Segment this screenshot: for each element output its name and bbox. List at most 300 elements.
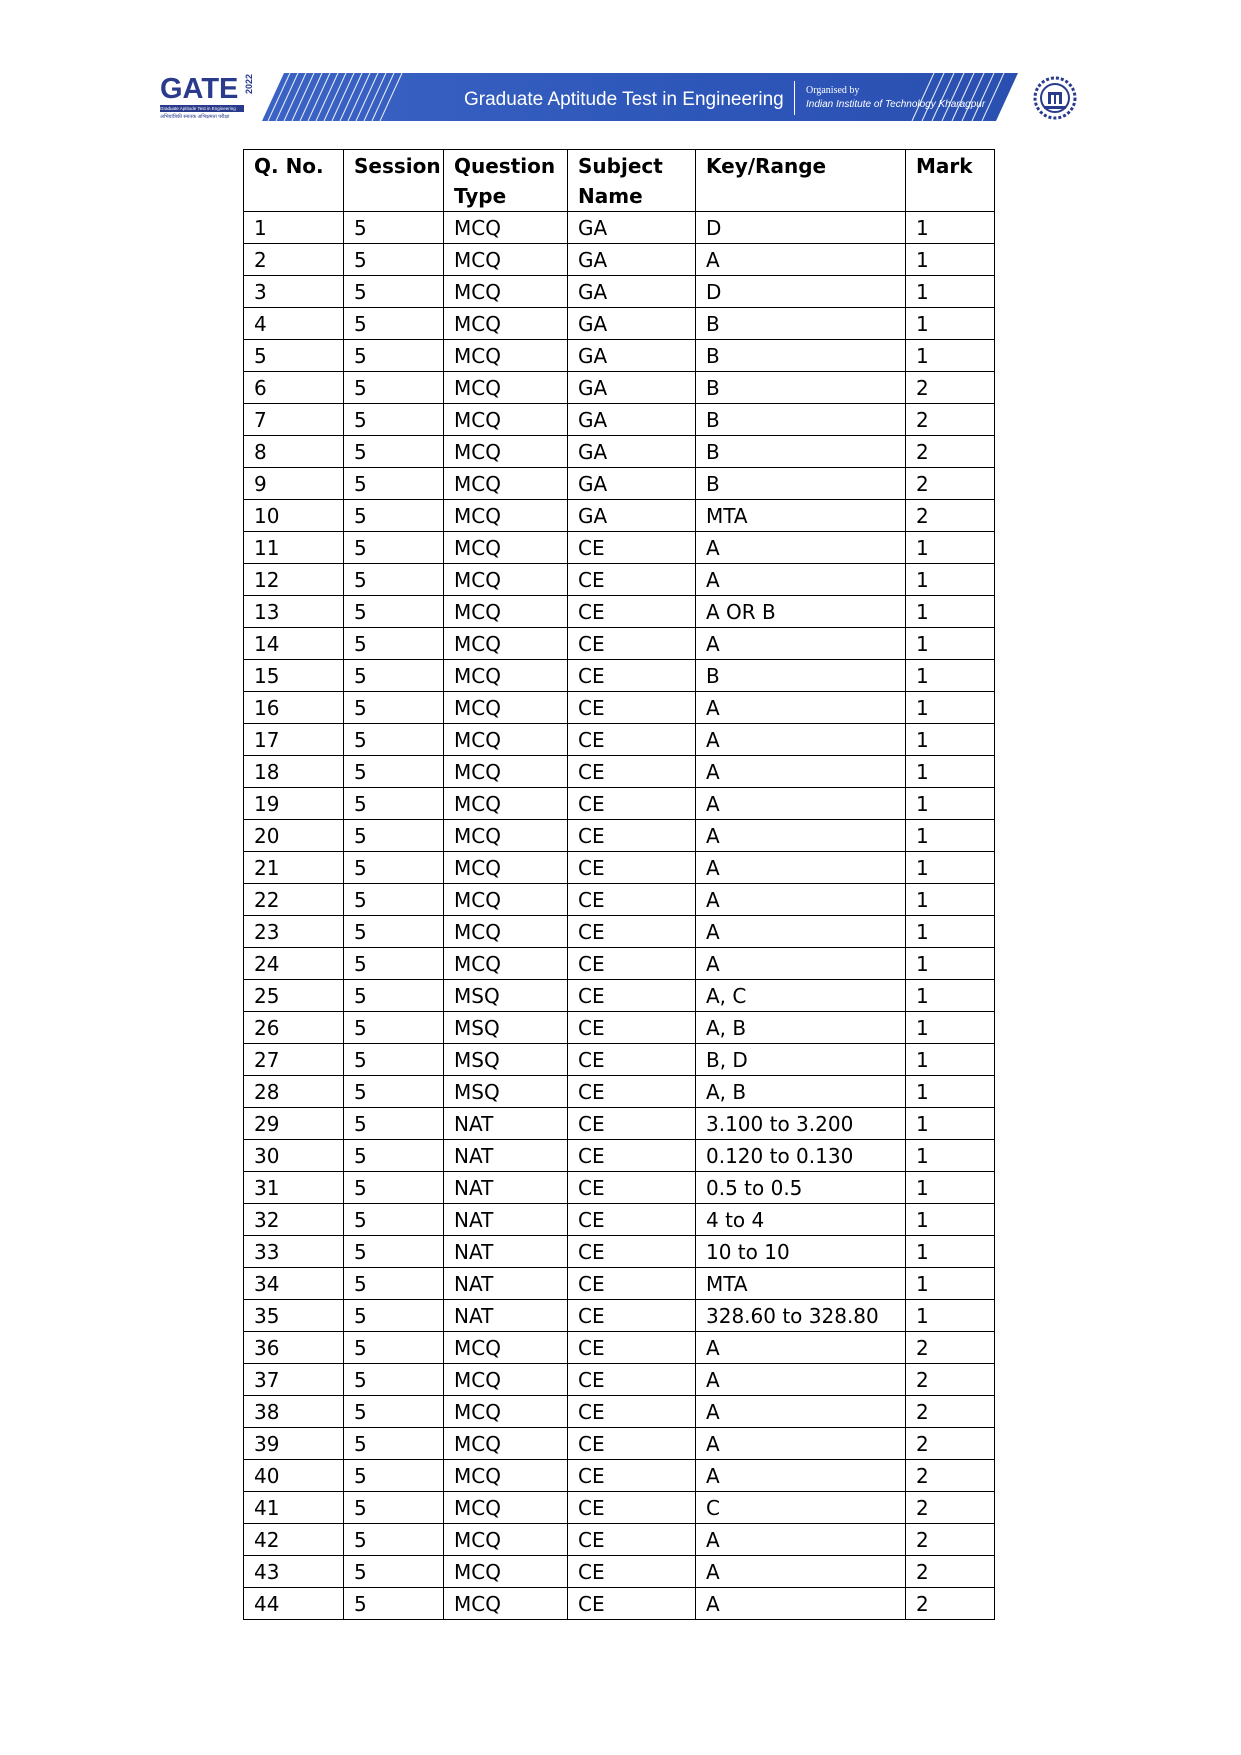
cell-qno: 3 [244, 276, 344, 308]
cell-session: 5 [344, 1204, 444, 1236]
cell-subject: GA [568, 372, 696, 404]
cell-mark: 2 [906, 1428, 995, 1460]
table-row [244, 1204, 995, 1236]
table-row [244, 1172, 995, 1204]
cell-mark: 2 [906, 1460, 995, 1492]
cell-key-range: A [696, 244, 906, 276]
cell-subject: CE [568, 660, 696, 692]
header-qno: Q. No. [244, 150, 344, 212]
table-row [244, 468, 995, 500]
cell-qno: 21 [244, 852, 344, 884]
cell-subject: CE [568, 820, 696, 852]
cell-subject: CE [568, 948, 696, 980]
cell-key-range: A [696, 532, 906, 564]
cell-subject: GA [568, 500, 696, 532]
table-row [244, 820, 995, 852]
cell-question-type: MCQ [444, 468, 568, 500]
table-row [244, 1364, 995, 1396]
cell-qno: 9 [244, 468, 344, 500]
cell-key-range: B [696, 660, 906, 692]
cell-subject: GA [568, 212, 696, 244]
cell-subject: GA [568, 468, 696, 500]
cell-key-range: A, C [696, 980, 906, 1012]
cell-question-type: MCQ [444, 1556, 568, 1588]
cell-question-type: MCQ [444, 340, 568, 372]
cell-session: 5 [344, 468, 444, 500]
table-row [244, 692, 995, 724]
cell-subject: GA [568, 340, 696, 372]
header-mark: Mark [906, 150, 995, 212]
cell-qno: 6 [244, 372, 344, 404]
cell-question-type: MCQ [444, 1364, 568, 1396]
cell-question-type: MCQ [444, 660, 568, 692]
cell-session: 5 [344, 1556, 444, 1588]
cell-key-range: A [696, 1524, 906, 1556]
cell-subject: CE [568, 1076, 696, 1108]
cell-question-type: MCQ [444, 1524, 568, 1556]
cell-mark: 1 [906, 884, 995, 916]
cell-subject: CE [568, 1524, 696, 1556]
cell-mark: 1 [906, 532, 995, 564]
cell-session: 5 [344, 820, 444, 852]
cell-mark: 1 [906, 1172, 995, 1204]
cell-qno: 41 [244, 1492, 344, 1524]
cell-subject: CE [568, 596, 696, 628]
gate-logo [160, 74, 252, 122]
cell-subject: CE [568, 532, 696, 564]
cell-key-range: B [696, 436, 906, 468]
cell-subject: CE [568, 724, 696, 756]
cell-key-range: A [696, 756, 906, 788]
cell-session: 5 [344, 212, 444, 244]
cell-qno: 35 [244, 1300, 344, 1332]
cell-session: 5 [344, 1460, 444, 1492]
cell-mark: 2 [906, 436, 995, 468]
cell-question-type: MCQ [444, 820, 568, 852]
table-row [244, 660, 995, 692]
cell-question-type: MCQ [444, 596, 568, 628]
cell-subject: CE [568, 1396, 696, 1428]
cell-qno: 28 [244, 1076, 344, 1108]
cell-question-type: MCQ [444, 532, 568, 564]
table-row [244, 916, 995, 948]
cell-question-type: MSQ [444, 980, 568, 1012]
cell-mark: 1 [906, 692, 995, 724]
cell-subject: CE [568, 756, 696, 788]
cell-mark: 1 [906, 1076, 995, 1108]
cell-session: 5 [344, 916, 444, 948]
cell-question-type: NAT [444, 1204, 568, 1236]
gate-logo-word: GATE [160, 73, 239, 105]
cell-question-type: NAT [444, 1268, 568, 1300]
cell-question-type: MCQ [444, 372, 568, 404]
cell-subject: CE [568, 1428, 696, 1460]
cell-question-type: MCQ [444, 1588, 568, 1620]
table-row [244, 1012, 995, 1044]
table-row [244, 1396, 995, 1428]
cell-question-type: MCQ [444, 788, 568, 820]
cell-question-type: MCQ [444, 500, 568, 532]
table-row [244, 1300, 995, 1332]
cell-mark: 2 [906, 1524, 995, 1556]
cell-session: 5 [344, 308, 444, 340]
cell-key-range: 328.60 to 328.80 [696, 1300, 906, 1332]
cell-qno: 33 [244, 1236, 344, 1268]
banner-organised-by: Organised by [806, 85, 860, 96]
cell-qno: 7 [244, 404, 344, 436]
cell-subject: CE [568, 1172, 696, 1204]
cell-session: 5 [344, 532, 444, 564]
table-row [244, 1140, 995, 1172]
cell-qno: 42 [244, 1524, 344, 1556]
cell-key-range: B, D [696, 1044, 906, 1076]
cell-session: 5 [344, 372, 444, 404]
cell-session: 5 [344, 404, 444, 436]
cell-key-range: A [696, 1364, 906, 1396]
table-row [244, 500, 995, 532]
iit-kharagpur-emblem-icon [1033, 76, 1077, 120]
cell-mark: 1 [906, 852, 995, 884]
cell-subject: GA [568, 308, 696, 340]
cell-session: 5 [344, 692, 444, 724]
cell-key-range: 3.100 to 3.200 [696, 1108, 906, 1140]
table-row [244, 1044, 995, 1076]
cell-question-type: MCQ [444, 244, 568, 276]
cell-question-type: NAT [444, 1108, 568, 1140]
cell-key-range: A [696, 1460, 906, 1492]
table-row [244, 884, 995, 916]
banner-title: Graduate Aptitude Test in Engineering [464, 89, 784, 110]
cell-qno: 5 [244, 340, 344, 372]
cell-qno: 2 [244, 244, 344, 276]
cell-subject: CE [568, 1300, 696, 1332]
cell-session: 5 [344, 1396, 444, 1428]
cell-qno: 30 [244, 1140, 344, 1172]
cell-subject: CE [568, 1236, 696, 1268]
table-row [244, 244, 995, 276]
cell-mark: 1 [906, 1300, 995, 1332]
cell-qno: 13 [244, 596, 344, 628]
table-row [244, 724, 995, 756]
cell-qno: 17 [244, 724, 344, 756]
cell-question-type: NAT [444, 1236, 568, 1268]
cell-subject: GA [568, 404, 696, 436]
cell-subject: CE [568, 884, 696, 916]
cell-mark: 2 [906, 1556, 995, 1588]
cell-question-type: MCQ [444, 1396, 568, 1428]
cell-session: 5 [344, 788, 444, 820]
cell-subject: CE [568, 1364, 696, 1396]
cell-key-range: A, B [696, 1012, 906, 1044]
cell-subject: CE [568, 1012, 696, 1044]
cell-key-range: A [696, 884, 906, 916]
table-body [244, 212, 995, 1620]
cell-subject: CE [568, 564, 696, 596]
table-row [244, 340, 995, 372]
cell-key-range: B [696, 468, 906, 500]
cell-session: 5 [344, 1524, 444, 1556]
cell-subject: CE [568, 1460, 696, 1492]
cell-mark: 2 [906, 404, 995, 436]
cell-key-range: A [696, 1588, 906, 1620]
cell-qno: 40 [244, 1460, 344, 1492]
table-row [244, 596, 995, 628]
cell-mark: 1 [906, 1268, 995, 1300]
cell-subject: CE [568, 1556, 696, 1588]
cell-session: 5 [344, 756, 444, 788]
cell-session: 5 [344, 724, 444, 756]
cell-question-type: MCQ [444, 564, 568, 596]
cell-session: 5 [344, 1140, 444, 1172]
table-row [244, 980, 995, 1012]
cell-question-type: MCQ [444, 884, 568, 916]
header-banner [262, 73, 1018, 121]
cell-session: 5 [344, 628, 444, 660]
cell-mark: 1 [906, 660, 995, 692]
cell-question-type: MCQ [444, 1460, 568, 1492]
cell-mark: 1 [906, 980, 995, 1012]
cell-key-range: A [696, 628, 906, 660]
table-row [244, 1076, 995, 1108]
cell-question-type: NAT [444, 1172, 568, 1204]
cell-question-type: MSQ [444, 1044, 568, 1076]
cell-key-range: 10 to 10 [696, 1236, 906, 1268]
cell-mark: 1 [906, 1108, 995, 1140]
cell-mark: 1 [906, 916, 995, 948]
table-row [244, 564, 995, 596]
cell-qno: 18 [244, 756, 344, 788]
cell-key-range: C [696, 1492, 906, 1524]
cell-qno: 27 [244, 1044, 344, 1076]
cell-qno: 32 [244, 1204, 344, 1236]
cell-subject: CE [568, 692, 696, 724]
table-row [244, 756, 995, 788]
cell-mark: 1 [906, 948, 995, 980]
table-row [244, 1332, 995, 1364]
cell-qno: 14 [244, 628, 344, 660]
banner-divider [794, 81, 795, 115]
cell-subject: GA [568, 276, 696, 308]
cell-mark: 1 [906, 820, 995, 852]
table-row [244, 628, 995, 660]
table-row [244, 1556, 995, 1588]
cell-mark: 1 [906, 756, 995, 788]
cell-qno: 26 [244, 1012, 344, 1044]
header-session: Session [344, 150, 444, 212]
cell-session: 5 [344, 1012, 444, 1044]
cell-subject: GA [568, 436, 696, 468]
cell-key-range: A [696, 948, 906, 980]
cell-question-type: MCQ [444, 1492, 568, 1524]
cell-question-type: MSQ [444, 1012, 568, 1044]
cell-session: 5 [344, 1492, 444, 1524]
cell-mark: 1 [906, 628, 995, 660]
cell-subject: CE [568, 1332, 696, 1364]
cell-key-range: B [696, 308, 906, 340]
cell-question-type: MCQ [444, 404, 568, 436]
cell-key-range: A, B [696, 1076, 906, 1108]
cell-question-type: MCQ [444, 948, 568, 980]
cell-mark: 1 [906, 1204, 995, 1236]
gate-logo-subline: Graduate Aptitude Test in Engineering [160, 105, 244, 112]
cell-key-range: D [696, 212, 906, 244]
cell-session: 5 [344, 980, 444, 1012]
cell-qno: 24 [244, 948, 344, 980]
cell-qno: 25 [244, 980, 344, 1012]
cell-question-type: MSQ [444, 1076, 568, 1108]
cell-key-range: MTA [696, 1268, 906, 1300]
cell-subject: CE [568, 1140, 696, 1172]
cell-session: 5 [344, 436, 444, 468]
cell-mark: 1 [906, 724, 995, 756]
cell-qno: 11 [244, 532, 344, 564]
table-row [244, 1524, 995, 1556]
cell-mark: 1 [906, 788, 995, 820]
cell-qno: 44 [244, 1588, 344, 1620]
cell-key-range: MTA [696, 500, 906, 532]
cell-qno: 10 [244, 500, 344, 532]
cell-session: 5 [344, 1108, 444, 1140]
cell-session: 5 [344, 340, 444, 372]
cell-question-type: MCQ [444, 692, 568, 724]
cell-question-type: MCQ [444, 1332, 568, 1364]
cell-key-range: D [696, 276, 906, 308]
cell-session: 5 [344, 852, 444, 884]
cell-subject: CE [568, 1492, 696, 1524]
cell-question-type: MCQ [444, 628, 568, 660]
table-row [244, 436, 995, 468]
cell-session: 5 [344, 564, 444, 596]
cell-subject: CE [568, 980, 696, 1012]
cell-subject: CE [568, 916, 696, 948]
cell-mark: 2 [906, 1364, 995, 1396]
cell-key-range: 0.120 to 0.130 [696, 1140, 906, 1172]
cell-mark: 2 [906, 1396, 995, 1428]
cell-qno: 16 [244, 692, 344, 724]
answer-key-table [243, 149, 995, 1620]
cell-session: 5 [344, 1588, 444, 1620]
cell-key-range: B [696, 372, 906, 404]
table-row [244, 532, 995, 564]
cell-key-range: A [696, 1332, 906, 1364]
table-row [244, 308, 995, 340]
cell-subject: CE [568, 1108, 696, 1140]
table-row [244, 1588, 995, 1620]
cell-qno: 20 [244, 820, 344, 852]
cell-mark: 1 [906, 276, 995, 308]
banner-organiser: Indian Institute of Technology Kharagpur [806, 99, 986, 110]
cell-session: 5 [344, 884, 444, 916]
cell-subject: CE [568, 1204, 696, 1236]
cell-subject: GA [568, 244, 696, 276]
cell-key-range: A [696, 788, 906, 820]
cell-key-range: A [696, 564, 906, 596]
table-row [244, 1268, 995, 1300]
table-row [244, 372, 995, 404]
cell-session: 5 [344, 1172, 444, 1204]
cell-mark: 1 [906, 308, 995, 340]
table-row [244, 788, 995, 820]
table-row [244, 1236, 995, 1268]
cell-session: 5 [344, 948, 444, 980]
cell-question-type: MCQ [444, 276, 568, 308]
cell-qno: 36 [244, 1332, 344, 1364]
cell-qno: 34 [244, 1268, 344, 1300]
table-row [244, 1460, 995, 1492]
table-header-row [244, 150, 995, 212]
cell-session: 5 [344, 1300, 444, 1332]
cell-session: 5 [344, 660, 444, 692]
cell-mark: 2 [906, 1332, 995, 1364]
cell-session: 5 [344, 1332, 444, 1364]
cell-question-type: MCQ [444, 916, 568, 948]
cell-question-type: MCQ [444, 724, 568, 756]
cell-question-type: NAT [444, 1140, 568, 1172]
cell-subject: CE [568, 788, 696, 820]
cell-subject: CE [568, 852, 696, 884]
cell-question-type: NAT [444, 1300, 568, 1332]
table-row [244, 212, 995, 244]
cell-mark: 1 [906, 596, 995, 628]
cell-key-range: A [696, 916, 906, 948]
cell-mark: 1 [906, 340, 995, 372]
cell-session: 5 [344, 1268, 444, 1300]
page-header [160, 70, 1080, 122]
cell-qno: 43 [244, 1556, 344, 1588]
cell-key-range: B [696, 340, 906, 372]
gate-logo-hindi: अभियांत्रिकी स्नातक अभिक्षमता परीक्षा [160, 114, 230, 120]
table-row [244, 276, 995, 308]
cell-subject: CE [568, 628, 696, 660]
cell-key-range: A OR B [696, 596, 906, 628]
table-row [244, 1108, 995, 1140]
cell-session: 5 [344, 1044, 444, 1076]
cell-question-type: MCQ [444, 212, 568, 244]
cell-mark: 1 [906, 1044, 995, 1076]
cell-qno: 23 [244, 916, 344, 948]
cell-key-range: A [696, 1396, 906, 1428]
cell-qno: 8 [244, 436, 344, 468]
cell-key-range: B [696, 404, 906, 436]
header-subject-name: Subject Name [568, 150, 696, 212]
cell-key-range: A [696, 1428, 906, 1460]
cell-question-type: MCQ [444, 756, 568, 788]
table-row [244, 1428, 995, 1460]
cell-qno: 37 [244, 1364, 344, 1396]
cell-key-range: 0.5 to 0.5 [696, 1172, 906, 1204]
cell-session: 5 [344, 276, 444, 308]
cell-subject: CE [568, 1044, 696, 1076]
cell-mark: 2 [906, 1588, 995, 1620]
cell-qno: 15 [244, 660, 344, 692]
cell-qno: 19 [244, 788, 344, 820]
header-question-type: Question Type [444, 150, 568, 212]
cell-session: 5 [344, 244, 444, 276]
cell-qno: 39 [244, 1428, 344, 1460]
cell-mark: 2 [906, 468, 995, 500]
cell-mark: 1 [906, 212, 995, 244]
cell-session: 5 [344, 596, 444, 628]
cell-question-type: MCQ [444, 436, 568, 468]
cell-qno: 29 [244, 1108, 344, 1140]
cell-qno: 12 [244, 564, 344, 596]
cell-mark: 1 [906, 564, 995, 596]
cell-session: 5 [344, 1236, 444, 1268]
cell-key-range: A [696, 852, 906, 884]
cell-key-range: A [696, 692, 906, 724]
table-row [244, 948, 995, 980]
table-row [244, 1492, 995, 1524]
